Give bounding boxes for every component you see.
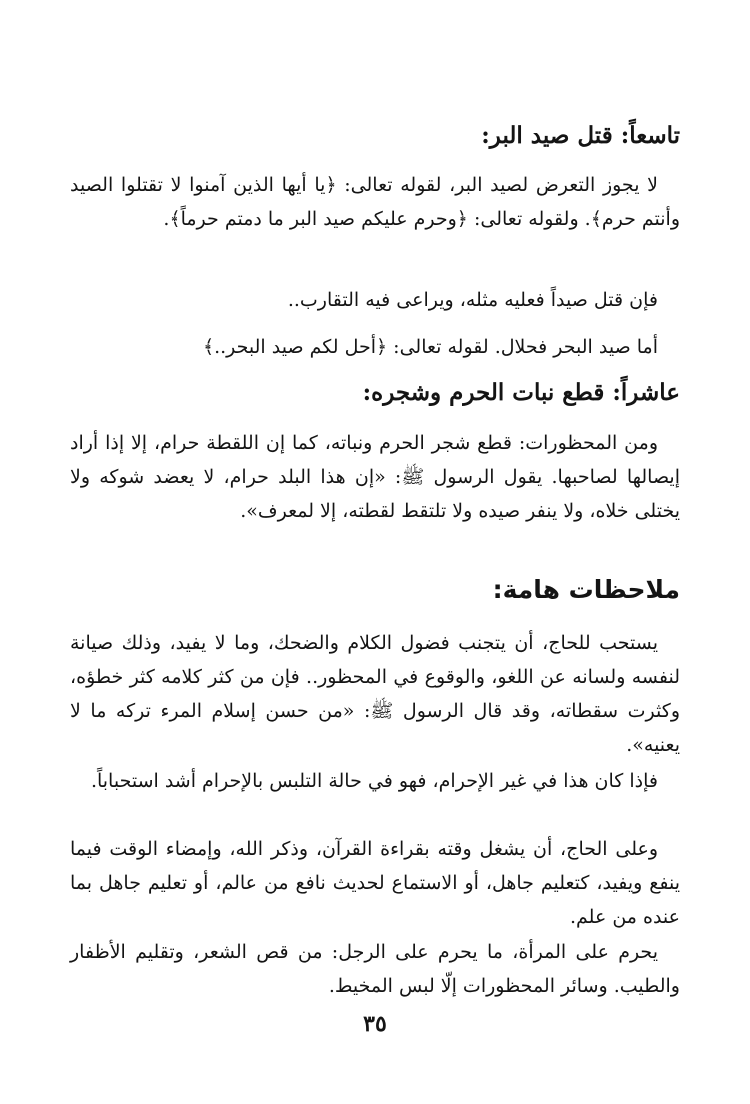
notes-paragraph-3	[70, 832, 680, 934]
paragraph: لا يجوز التعرض لصيد البر، لقوله تعالى: ﴿يا أيها الذين آمنوا لا تقتلوا الصيد وأنتم حرم﴾. ولقوله تعالى: ﴿وحرم عليكم صيد البر ما دمتم حرماً﴾.	[70, 174, 680, 230]
paragraph: يحرم على المرأة، ما يحرم على الرجل: من قص الشعر، وتقليم الأظفار والطيب. وسائر المحظورات إلّا لبس المخيط.	[70, 941, 680, 997]
section-heading-tenth: عاشراً: قطع نبات الحرم وشجره:	[362, 379, 680, 406]
paragraph: يستحب للحاج، أن يتجنب فضول الكلام والضحك، وما لا يفيد، وذلك صيانة لنفسه ولسانه عن اللغو، والوقوع في المحظور.. فإن من كثر كلامه كثر خطؤه، وكثرت سقطاته، وقد قال الرسول ﷺ: «من حسن إسلام المرء تركه ما لا يعنيه».	[70, 632, 680, 756]
notes-paragraph-4	[70, 935, 680, 1003]
section-ninth-paragraph-1	[70, 168, 680, 236]
paragraph: فإن قتل صيداً فعليه مثله، ويراعى فيه التقارب..	[287, 289, 658, 311]
notes-paragraph-2	[70, 764, 680, 798]
page-number: ٣٥	[363, 1011, 387, 1037]
section-heading-ninth: تاسعاً: قتل صيد البر:	[481, 122, 680, 149]
section-ninth-paragraph-3	[70, 330, 680, 364]
notes-heading: ملاحظات هامة:	[492, 575, 680, 604]
paragraph: أما صيد البحر فحلال. لقوله تعالى: ﴿أحل لكم صيد البحر..﴾	[202, 336, 658, 358]
section-tenth-paragraph	[70, 426, 680, 528]
section-ninth-paragraph-2	[70, 283, 680, 317]
paragraph: وعلى الحاج، أن يشغل وقته بقراءة القرآن، وذكر الله، وإمضاء الوقت فيما ينفع ويفيد، كتعليم جاهل، أو الاستماع لحديث نافع من عالم، أو تعليم جاهل بما عنده من علم.	[70, 838, 680, 928]
paragraph: فإذا كان هذا في غير الإحرام، فهو في حالة التلبس بالإحرام أشد استحباباً.	[90, 770, 658, 792]
paragraph: ومن المحظورات: قطع شجر الحرم ونباته، كما إن اللقطة حرام، إلا إذا أراد إيصالها لصاحبها. يقول الرسول ﷺ: «إن هذا البلد حرام، لا يعضد شوكه ولا يختلى خلاه، ولا ينفر صيده ولا تلتقط لقطته، إلا لمعرف».	[70, 432, 680, 522]
notes-paragraph-1	[70, 626, 680, 762]
